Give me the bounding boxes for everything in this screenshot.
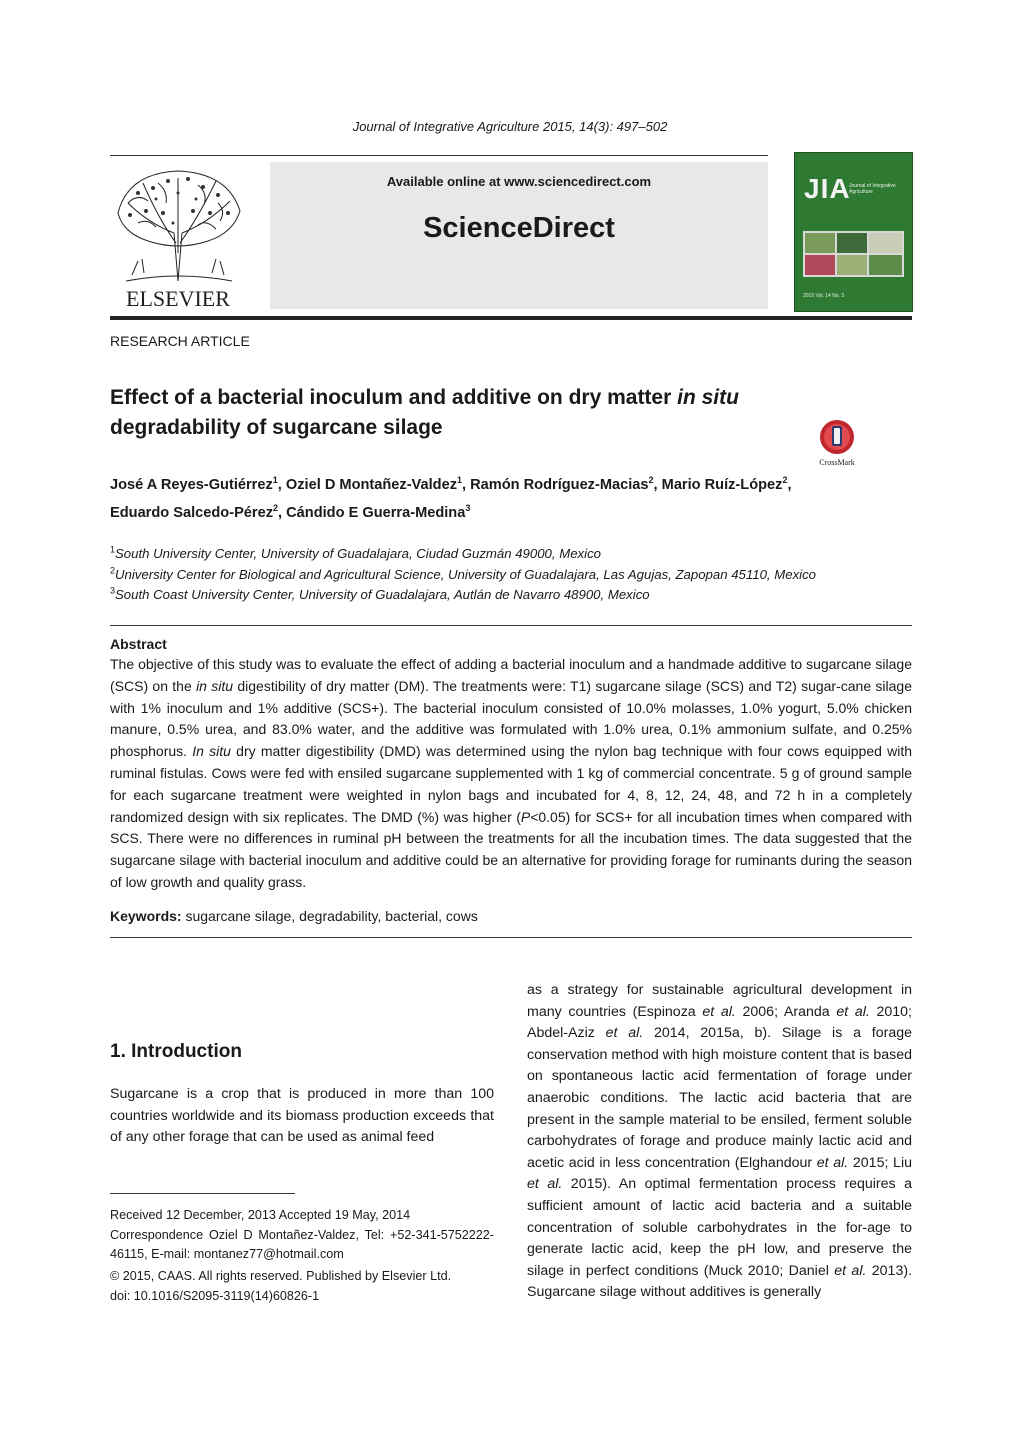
cover-title: JIA [804,173,851,204]
available-online-text: Available online at www.sciencedirect.com [386,174,652,189]
abstract-bottom-rule [110,937,912,938]
doi-link[interactable]: doi: 10.1016/S2095-3119(14)60826-1 [110,1288,320,1303]
affiliation-item: $^2$University Center for Biological and Agricultural Science, University of Guadalajara, Las Agujas, Zapopan 45110, Mexico [110,565,817,582]
abstract-top-rule [110,625,912,626]
title-part-2: degradability of sugarcane silage [110,416,443,439]
sciencedirect-banner [270,162,768,309]
affiliation-item: $^3$South Coast University Center, University of Guadalajara, Autlán de Navarro 48900, Mexico [110,585,650,602]
footnote-dates [110,1206,494,1265]
intro-paragraph: Sugarcane is a crop that is produced in more than 100 countries worldwide and its biomass production exceeds that of any other forage that can be used as animal feed [110,1086,494,1146]
author[interactable]: Ramón Rodríguez-Macias$^2$ [470,475,654,493]
keywords-label: Keywords: [110,908,182,924]
author[interactable]: Mario Ruíz-López$^2$ [661,475,788,493]
section-heading-introduction: 1. Introduction [110,1041,242,1062]
cover-footer: 2015 Vol. 14 No. 3 [803,293,845,299]
received-accepted: Received 12 December, 2013 Accepted 19 May, 2014 [110,1208,411,1222]
crossmark-icon[interactable] [812,419,862,467]
cover-subtitle: Journal of Integrative Agriculture [849,183,896,195]
title-italic: in situ [677,386,739,409]
elsevier-logo [108,163,248,311]
author-list: José A Reyes-Gutiérrez$^1$, Oziel D Montañez-Valdez$^1$, Ramón Rodríguez-Macias$^2$, Mario Ruíz-López$^2$, Eduardo Salcedo-Pérez$^2$, Cándido E Guerra-Medina$^3$ [110,475,792,521]
header-thick-rule [110,316,912,320]
affiliation-list [110,544,910,606]
keywords [110,908,912,924]
author[interactable]: Oziel D Montañez-Valdez$^1$ [285,475,463,493]
footnote-copyright [110,1267,494,1306]
svg-text:CrossMark: CrossMark [819,458,855,467]
copyright: © 2015, CAAS. All rights reserved. Published by Elsevier Ltd. [110,1269,452,1283]
journal-citation: Journal of Integrative Agriculture 2015, 14(3): 497–502 [352,119,668,134]
title-part-1: Effect of a bacterial inoculum and additive on dry matter [110,386,678,409]
svg-text:ELSEVIER: ELSEVIER [126,286,230,311]
journal-cover [794,152,913,312]
header-rule [110,155,768,156]
correspondence: Correspondence Oziel D Montañez-Valdez, Tel: +52-341-5752222-46115, E-mail: montanez77@hotmail.com [110,1227,494,1261]
footnote-rule [110,1193,295,1194]
sciencedirect-wordmark: ScienceDirect [423,212,615,244]
author[interactable]: Cándido E Guerra-Medina$^3$ [286,503,471,521]
abstract-body: The objective of this study was to evaluate the effect of adding a bacterial inoculum and a handmade additive to sugarcane silage (SCS) on the in situ digestibility of dry matter (DM). The treatments were: T1) sugarcane silage (SCS) and T2) sugar-cane silage with 1% inoculum and 1% additive (SCS+). The bacterial inoculum consisted of 10.0% molasses, 1.0% yogurt, 5.0% chicken manure, 0.5% urea, and 83.0% water, and the additive was formulated with 1.0% urea, 0.1% ammonium sulfate, and 0.25% phosphorus. In situ dry matter digestibility (DMD) was determined using the nylon bag technique with four cows equipped with ruminal fistulas. Cows were fed with ensiled sugarcane supplemented with 1 kg of commercial concentrate. 5 g of ground sample for each sugarcane treatment were weighted in nylon bags and incubated for 4, 8, 12, 24, 48, and 72 h in a completely randomized design with six replicates. The DMD (%) was higher (P<0.05) for SCS+ for all incubation times when compared with SCS. There were no differences in ruminal pH between the treatments for all the incubation times. The data suggested that the sugarcane silage with bacterial inoculum and additive could be an alternative for providing forage for ruminants during the season of low growth and quality grass. [110,656,913,890]
keywords-list: sugarcane silage, degradability, bacterial, cows [181,908,478,924]
cover-images [803,231,904,277]
article-type: RESEARCH ARTICLE [110,333,250,349]
right-column-text: as a strategy for sustainable agricultural development in many countries (Espinoza et al. 2006; Aranda et al. 2010; Abdel-Aziz et al. 2014, 2015a, b). Silage is a forage conservation method with high moisture content that is based on spontaneous lactic acid fermentation of forage under anaerobic conditions. The lactic acid bacteria that are present in the sample material to be ensiled, ferment soluble carbohydrates of forage and produce mainly lactic acid and acetic acid in less concentration (Elghandour et al. 2015; Liu et al. 2015). An optimal fermentation process requires a sufficient amount of lactic acid bacteria and a suitable concentration of soluble carbohydrates in the for-age to generate lactic acid, keep the pH low, and preserve the silage in perfect conditions (Muck 2010; Daniel et al. 2013). Sugarcane silage without additives is generally [527,982,913,1301]
author[interactable]: Eduardo Salcedo-Pérez$^2$ [110,503,279,521]
author[interactable]: José A Reyes-Gutiérrez$^1$ [110,475,278,493]
abstract-heading: Abstract [110,636,167,652]
article-title [110,383,890,443]
affiliation-item: $^1$South University Center, University of Guadalajara, Ciudad Guzmán 49000, Mexico [110,544,601,561]
